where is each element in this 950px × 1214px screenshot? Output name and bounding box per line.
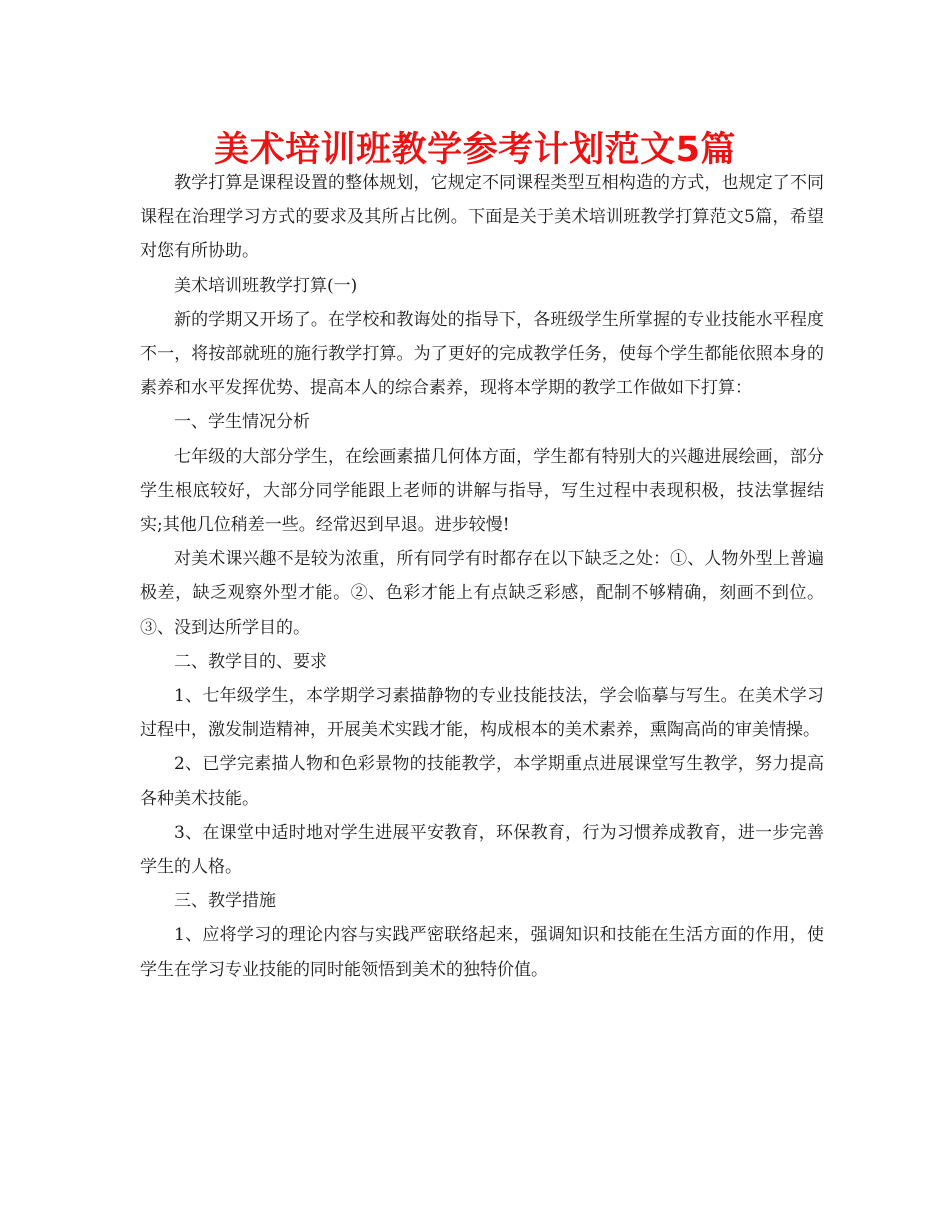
section-heading: 二、教学目的、要求 — [174, 651, 327, 672]
body-paragraph: 2、已学完素描人物和色彩景物的技能教学，本学期重点进展课堂写生教学，努力提高各种美术技能。 — [140, 754, 824, 809]
document-body — [140, 166, 824, 987]
body-paragraph: 1、应将学习的理论内容与实践严密联络起来，强调知识和技能在生活方面的作用，使学生在学习专业技能的同时能领悟到美术的独特价值。 — [140, 925, 824, 980]
body-paragraph: 1、七年级学生，本学期学习素描静物的专业技能技法，学会临摹与写生。在美术学习过程中，激发制造精神，开展美术实践才能，构成根本的美术素养，熏陶高尚的审美情操。 — [140, 686, 824, 741]
document-title: 美术培训班教学参考计划范文5篇 — [214, 130, 736, 170]
body-paragraph: 七年级的大部分学生，在绘画素描几何体方面，学生都有特别大的兴趣进展绘画，部分学生根底较好，大部分同学能跟上老师的讲解与指导，写生过程中表现积极，技法掌握结实;其他几位稍差一些。经常迟到早退。进步较慢! — [140, 446, 824, 536]
intro-paragraph: 教学打算是课程设置的整体规划，它规定不同课程类型互相构造的方式，也规定了不同课程在治理学习方式的要求及其所占比例。下面是关于美术培训班教学打算范文5篇，希望对您有所协助。 — [140, 173, 824, 262]
section-heading: 美术培训班教学打算(一) — [174, 275, 358, 296]
section-heading: 三、教学措施 — [174, 891, 276, 912]
section-heading: 一、学生情况分析 — [174, 412, 310, 433]
body-paragraph: 对美术课兴趣不是较为浓重，所有同学有时都存在以下缺乏之处：①、人物外型上普遍极差，缺乏观察外型才能。②、色彩才能上有点缺乏彩感，配制不够精确，刻画不到位。③、没到达所学目的。 — [140, 549, 824, 638]
body-paragraph: 3、在课堂中适时地对学生进展平安教育，环保教育，行为习惯养成教育，进一步完善学生的人格。 — [140, 822, 824, 878]
body-paragraph: 新的学期又开场了。在学校和教诲处的指导下，各班级学生所掌握的专业技能水平程度不一，将按部就班的施行教学打算。为了更好的完成教学任务，使每个学生都能依照本身的素养和水平发挥优势、提高本人的综合素养，现将本学期的教学工作做如下打算： — [140, 309, 824, 399]
